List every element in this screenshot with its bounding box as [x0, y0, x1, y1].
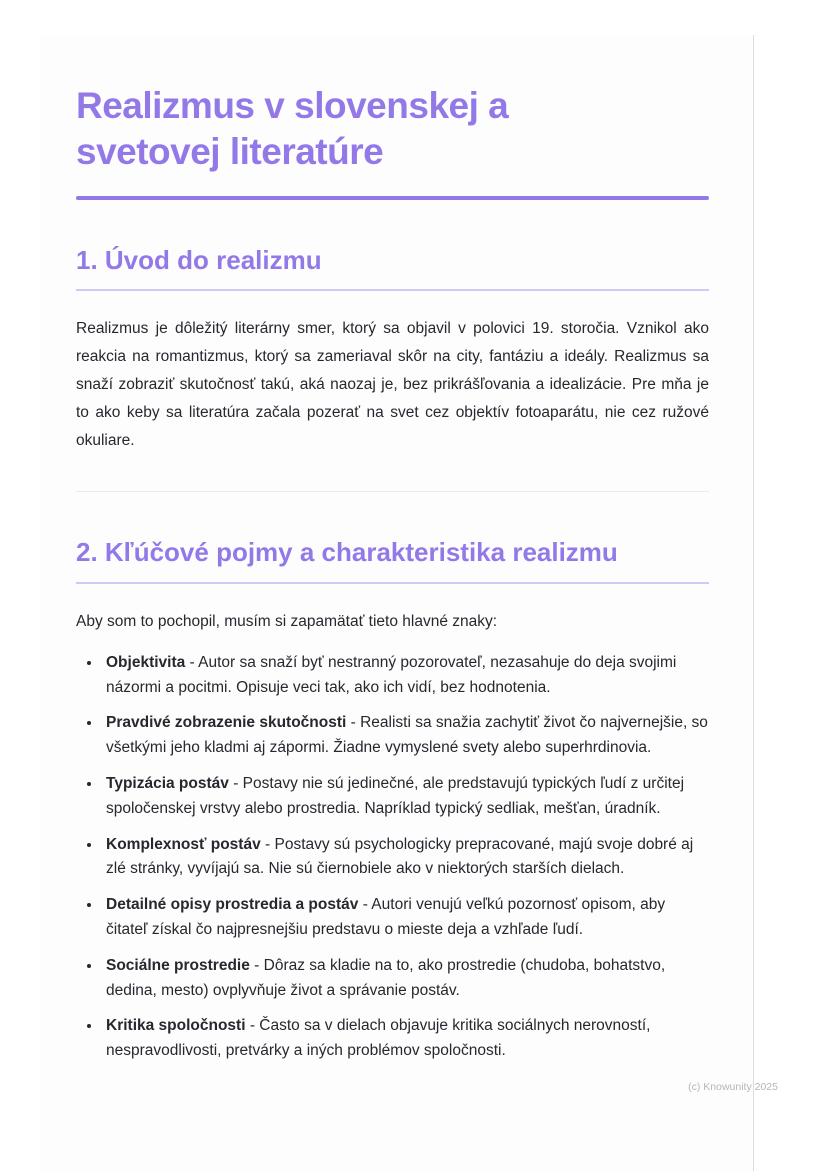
bullet-term: Typizácia postáv — [106, 774, 229, 792]
bullet-item — [102, 772, 709, 822]
bullet-list — [76, 651, 709, 1064]
bullet-text: - Dôraz sa kladie na to, ako prostredie (chudoba, bohatstvo, dedina, mesto) ovplyvňuje život a správanie postáv. — [106, 956, 666, 999]
bullet-item — [102, 893, 709, 943]
page-title: Realizmus v slovenskej a svetovej literatúre — [76, 85, 509, 173]
bullet-item — [102, 711, 709, 761]
bullet-text: - Autori venujú veľkú pozornosť opisom, aby čitateľ získal čo najpresnejšiu predstavu o mieste deja a vzhľade ľudí. — [106, 896, 666, 938]
bullet-term: Kritika spoločnosti — [106, 1017, 246, 1035]
section-heading-2: 2. Kľúčové pojmy a charakteristika realizmu — [76, 536, 709, 584]
section-intro: Aby som to pochopil, musím si zapamätať tieto hlavné znaky: — [76, 612, 498, 630]
section-uvod-do-realizmu — [76, 244, 709, 455]
bullet-item — [102, 833, 709, 883]
bullet-text: - Postavy sú psychologicky prepracované, majú svoje dobré aj zlé stránky, vyvíjajú sa. Nie sú čiernobiele ako v niektorých starších dielach. — [106, 835, 694, 878]
bullet-item — [102, 651, 709, 701]
bullet-term: Pravdivé zobrazenie skutočnosti — [106, 714, 347, 732]
section-paragraph: Realizmus je dôležitý literárny smer, ktorý sa objavil v polovici 19. storočia. Vznikol ako reakcia na romantizmus, ktorý sa zameriaval skôr na city, fantáziu a ideály. Realizmus sa snaží zobraziť skutočnosť takú, aká naozaj je, bez prikrášľovania a idealizácie. Pre mňa je to ako keby sa literatúra začala pozerať na svet cez objektív fotoaparátu, nie cez ružové okuliare. — [76, 320, 709, 449]
bullet-text: - Postavy nie sú jedinečné, ale predstavujú typických ľudí z určitej spoločenskej vrstvy alebo prostredia. Napríklad typický sedliak, mešťan, úradník. — [106, 774, 685, 817]
bullet-term: Sociálne prostredie — [106, 956, 250, 974]
bullet-term: Komplexnosť postáv — [106, 835, 261, 853]
bullet-term: Detailné opisy prostredia a postáv — [106, 896, 359, 914]
bullet-term: Objektivita — [106, 653, 186, 671]
bullet-item — [102, 1014, 709, 1064]
title-divider — [76, 196, 709, 200]
document-sheet — [40, 35, 754, 1171]
bullet-text: - Autor sa snaží byť nestranný pozorovateľ, nezasahuje do deja svojimi názormi a pocitmi. Opisuje veci tak, ako ich vidí, bez hodnotenia. — [106, 653, 677, 696]
bullet-text: - Často sa v dielach objavuje kritika sociálnych nerovností, nespravodlivosti, pretvárky a iných problémov spoločnosti. — [106, 1017, 651, 1060]
section-klucove-pojmy — [76, 536, 709, 1064]
bullet-text: - Realisti sa snažia zachytiť život čo najvernejšie, so všetkými jeho kladmi aj zápormi. Žiadne vymyslené svety alebo superhrdinovia. — [106, 714, 708, 757]
section-heading-1: 1. Úvod do realizmu — [76, 244, 709, 292]
watermark: (c) Knowunity 2025 — [688, 1081, 778, 1093]
bullet-item — [102, 954, 709, 1004]
section-divider — [76, 491, 709, 492]
